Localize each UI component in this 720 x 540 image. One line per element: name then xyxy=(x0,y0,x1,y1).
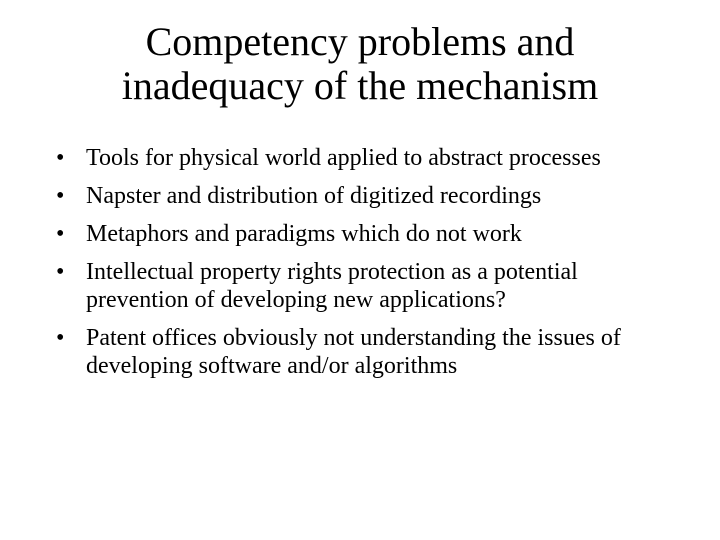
bullet-text: Metaphors and paradigms which do not work xyxy=(86,221,522,247)
bullet-item xyxy=(56,220,676,248)
bullet-text: Napster and distribution of digitized recordings xyxy=(86,183,542,209)
slide-title-line-2: inadequacy of the mechanism xyxy=(121,63,599,108)
bullet-icon: • xyxy=(56,145,65,171)
slide-title-line-1: Competency problems and xyxy=(145,19,575,64)
bullet-item xyxy=(56,144,676,172)
bullet-text: Tools for physical world applied to abstract processes xyxy=(86,145,601,171)
bullet-text: Intellectual property rights protection as a potential prevention of developing new applications? xyxy=(86,259,578,313)
bullet-icon: • xyxy=(56,259,65,285)
slide-title xyxy=(40,20,680,108)
bullet-list xyxy=(56,144,676,390)
bullet-icon: • xyxy=(56,325,65,351)
bullet-icon: • xyxy=(56,221,65,247)
bullet-item xyxy=(56,182,676,210)
bullet-icon: • xyxy=(56,183,65,209)
bullet-item xyxy=(56,324,676,380)
bullet-item xyxy=(56,258,676,314)
bullet-text: Patent offices obviously not understanding the issues of developing software and/or algorithms xyxy=(86,325,621,379)
